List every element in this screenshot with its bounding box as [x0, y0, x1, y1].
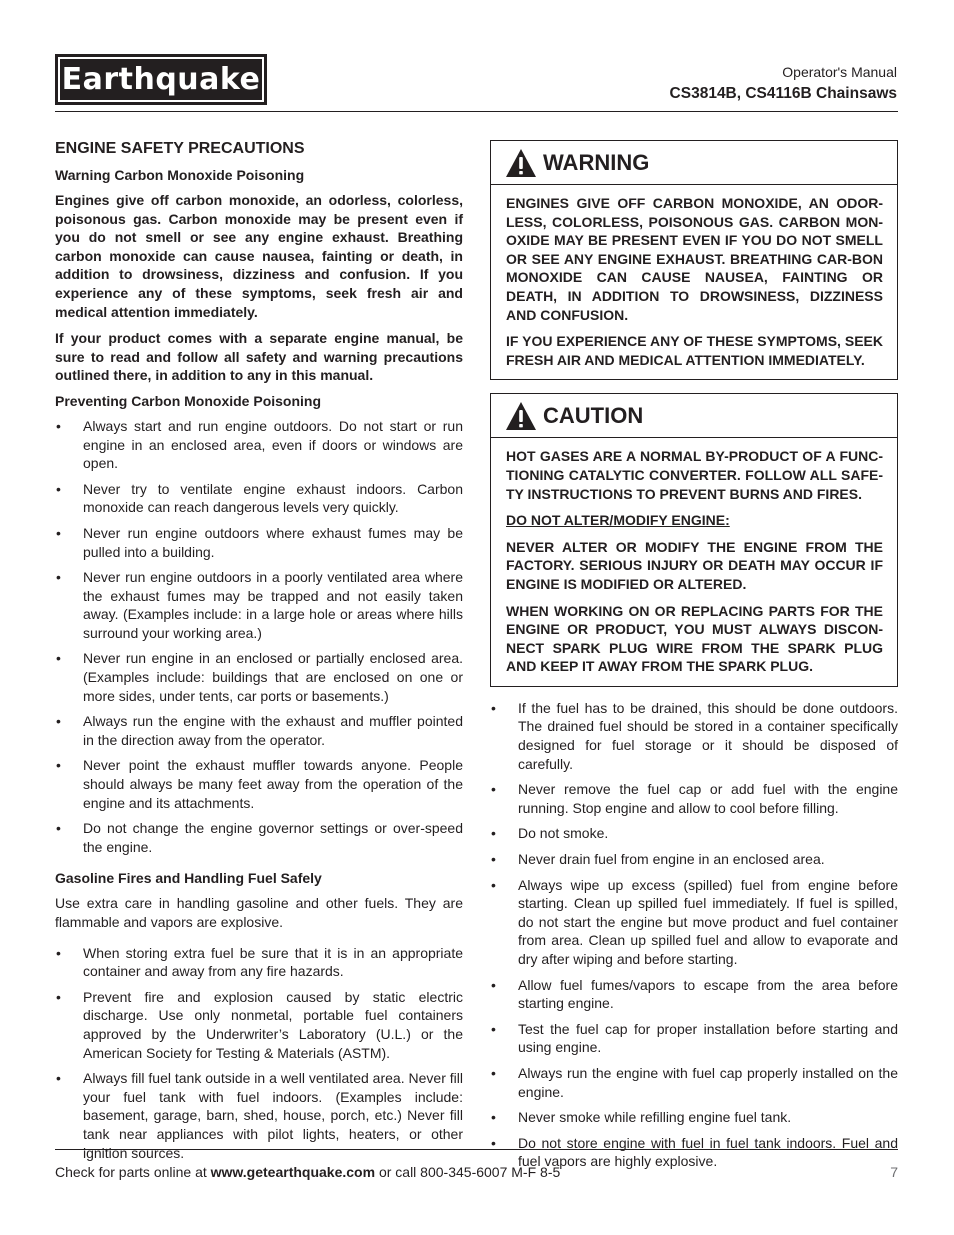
- list-item-text: Never run engine in an enclosed or partially enclosed area. (Examples include: buildings that are enclosed on one or more sides, under tents, car ports or basements.): [83, 650, 463, 704]
- right-column: [490, 140, 898, 1179]
- list-item: [55, 480, 463, 517]
- list-item: [490, 1064, 898, 1101]
- bullet-dot: •: [491, 876, 496, 893]
- warning-body: [491, 185, 897, 379]
- bullet-dot: •: [491, 976, 496, 993]
- left-column: [55, 140, 463, 1170]
- bullet-dot: •: [491, 1109, 496, 1126]
- bullet-dot: •: [491, 1064, 496, 1081]
- list-item: [55, 988, 463, 1062]
- list-item: [55, 649, 463, 705]
- list-item-text: Always run the engine with fuel cap properly installed on the engine.: [518, 1064, 898, 1100]
- bullet-dot: •: [491, 781, 496, 798]
- caution-triangle-icon: [505, 401, 537, 431]
- bullet-dot: •: [56, 944, 61, 961]
- model-title: CS3814B, CS4116B Chainsaws: [669, 85, 897, 102]
- bullet-dot: •: [491, 1134, 496, 1151]
- list-item-text: Always run the engine with the exhaust and muffler pointed in the direction away from the operator.: [83, 713, 463, 748]
- list-item: [490, 876, 898, 969]
- list-item: [490, 824, 898, 843]
- gasoline-heading: Gasoline Fires and Handling Fuel Safely: [55, 870, 322, 887]
- preventing-heading: Preventing Carbon Monoxide Poisoning: [55, 392, 322, 409]
- list-item-text: Always start and run engine outdoors. Do not start or run engine in an enclosed area, even if doors or windows are open.: [83, 417, 463, 472]
- page-number: 7: [890, 1164, 898, 1180]
- list-item: [55, 417, 463, 473]
- list-item: [490, 1108, 898, 1127]
- warning-text: ENGINES GIVE OFF CARBON MONOXIDE, AN ODOR-LESS, COLORLESS, POISONOUS GAS. CARBON MON-OXIDE MAY BE PRESENT EVEN IF YOU DO NOT SMELL OR SEE ANY ENGINE EXHAUST. BREATHING CAR-BON MONOXIDE CAN CAUSE NAUSEA, FAINTING OR DEATH, IN ADDITION TO DROWSINESS, DIZZINESS AND CONFUSION.: [506, 195, 883, 323]
- caution-header: [491, 394, 897, 438]
- warning-title: WARNING: [543, 149, 650, 175]
- list-item: [490, 780, 898, 817]
- list-item: [490, 699, 898, 773]
- list-item: [55, 524, 463, 561]
- footer-divider: [55, 1149, 898, 1150]
- list-item: [55, 712, 463, 749]
- list-item-text: Never remove the fuel cap or add fuel with the engine running. Stop engine and allow to cool before filling.: [518, 781, 898, 816]
- warning-header: [491, 141, 897, 185]
- list-item-text: Never point the exhaust muffler towards anyone. People should always be many feet away from the operation of the engine and its attachments.: [83, 757, 463, 811]
- list-item-text: Do not store engine with fuel in fuel tank indoors. Fuel and fuel vapors are highly explosive.: [518, 1134, 898, 1170]
- warning-symptoms-text: IF YOU EXPERIENCE ANY OF THESE SYMPTOMS, SEEK FRESH AIR AND MEDICAL ATTENTION IMMEDIATELY.: [506, 333, 883, 368]
- list-item-text: Allow fuel fumes/vapors to escape from the area before starting engine.: [518, 976, 898, 1012]
- bullet-dot: •: [491, 825, 496, 842]
- co-heading: Warning Carbon Monoxide Poisoning: [55, 167, 305, 183]
- footer-text: [55, 1164, 560, 1180]
- bullet-dot: •: [56, 988, 61, 1005]
- list-item-text: When storing extra fuel be sure that it is in an appropriate container and away from any fire hazards.: [83, 944, 463, 980]
- caution-title: CAUTION: [543, 402, 644, 428]
- list-item-text: Never try to ventilate engine exhaust indoors. Carbon monoxide can reach dangerous levels very quickly.: [83, 480, 463, 516]
- bullet-dot: •: [56, 757, 61, 774]
- bullet-dot: •: [491, 699, 496, 716]
- list-item-text: Never run engine outdoors where exhaust fumes may be pulled into a building.: [83, 524, 463, 560]
- caution-hot-gases-text: HOT GASES ARE A NORMAL BY-PRODUCT OF A FUNC-TIONING CATALYTIC CONVERTER. FOLLOW ALL SAFE-TY INSTRUCTIONS TO PREVENT BURNS AND FIRES.: [506, 448, 883, 502]
- caution-box: [490, 393, 898, 687]
- bullet-dot: •: [56, 569, 61, 586]
- warning-box: [490, 140, 898, 380]
- list-item-text: Never run engine outdoors in a poorly ventilated area where the exhaust fumes may be trapped and not easily taken away. (Examples include: in a large hole or areas where hills surround your working area.): [83, 569, 463, 641]
- bullet-dot: •: [56, 1070, 61, 1087]
- list-item-text: Do not change the engine governor settings or over-speed the engine.: [83, 820, 463, 855]
- list-item-text: Test the fuel cap for proper installation before starting and using engine.: [518, 1020, 898, 1056]
- manual-label: Operator's Manual: [782, 64, 897, 80]
- list-item-text: If the fuel has to be drained, this should be done outdoors. The drained fuel should be stored in a container specifically designed for fuel storage or it should be disposed of carefully.: [518, 699, 898, 772]
- list-item: [55, 756, 463, 812]
- list-item: [490, 1020, 898, 1057]
- list-item: [490, 976, 898, 1013]
- section-title: ENGINE SAFETY PRECAUTIONS: [55, 140, 305, 157]
- footer-suffix: or call 800-345-6007 M-F 8-5: [375, 1164, 561, 1180]
- bullet-dot: •: [56, 820, 61, 837]
- list-item: [55, 568, 463, 642]
- list-item-text: Do not smoke.: [518, 825, 609, 842]
- engine-manual-paragraph: If your product comes with a separate engine manual, be sure to read and follow all safety and warning precautions outlined there, in addition to any in this manual.: [55, 330, 463, 384]
- warning-triangle-icon: [505, 148, 537, 178]
- list-item: [490, 850, 898, 869]
- preventing-list: [55, 417, 463, 856]
- logo-text: Earthquake: [61, 62, 261, 97]
- list-item-text: Prevent fire and explosion caused by static electric discharge. Use only nonmetal, portable fuel containers approved by the Underwriter’s Laboratory (U.L.) or the American Society for Testing & Materials (ASTM).: [83, 988, 463, 1061]
- bullet-dot: •: [491, 851, 496, 868]
- logo-frame: [58, 57, 264, 102]
- list-item: [55, 944, 463, 981]
- gasoline-list: [55, 944, 463, 1163]
- website-link[interactable]: www.getearthquake.com: [210, 1164, 376, 1180]
- list-item: [55, 819, 463, 856]
- earthquake-logo: [55, 54, 267, 105]
- list-item-text: Always fill fuel tank outside in a well ventilated area. Never fill your fuel tank with fuel indoors. (Examples include: basement, garage, barn, shed, house, porch, etc.) Never fill tank near appliances with pilot lights, heaters, or other ignition sources.: [83, 1070, 463, 1161]
- bullet-dot: •: [491, 1020, 496, 1037]
- co-paragraph: Engines give off carbon monoxide, an odorless, colorless, poisonous gas. Carbon monoxide may be present even if you do not smell or see any engine exhaust. Breathing carbon monoxide can cause nausea, fainting or death, in addition to drowsiness, dizziness and confusion. If you experience any of these symptoms, seek fresh air and medical attention immediately.: [55, 192, 463, 320]
- header-divider: [55, 111, 898, 112]
- caution-modify-text: NEVER ALTER OR MODIFY THE ENGINE FROM THE FACTORY. SERIOUS INJURY OR DEATH MAY OCCUR IF ENGINE IS MODIFIED OR ALTERED.: [506, 538, 883, 592]
- caution-spark-plug-text: WHEN WORKING ON OR REPLACING PARTS FOR THE ENGINE OR PRODUCT, YOU MUST ALWAYS DISCON-NECT SPARK PLUG WIRE FROM THE SPARK PLUG AND KEEP IT AWAY FROM THE SPARK PLUG.: [506, 602, 883, 675]
- footer-prefix: Check for parts online at: [55, 1164, 211, 1180]
- caution-body: [491, 438, 897, 686]
- list-item-text: Always wipe up excess (spilled) fuel from engine before starting. Clean up spilled fuel immediately. If fuel is spilled, do not start the engine but move product and fuel container from area. Clean up spilled fuel and allow to evaporate and dry after wiping and before starting.: [518, 876, 898, 967]
- fuel-list: [490, 699, 898, 1171]
- list-item-text: Never smoke while refilling engine fuel tank.: [518, 1109, 792, 1126]
- caution-do-not-alter-heading: DO NOT ALTER/MODIFY ENGINE:: [506, 512, 730, 529]
- bullet-dot: •: [56, 713, 61, 730]
- bullet-dot: •: [56, 417, 61, 434]
- bullet-dot: •: [56, 650, 61, 667]
- list-item-text: Never drain fuel from engine in an enclosed area.: [518, 851, 825, 868]
- bullet-dot: •: [56, 480, 61, 497]
- bullet-dot: •: [56, 524, 61, 541]
- gasoline-paragraph: Use extra care in handling gasoline and other fuels. They are flammable and vapors are explosive.: [55, 895, 463, 930]
